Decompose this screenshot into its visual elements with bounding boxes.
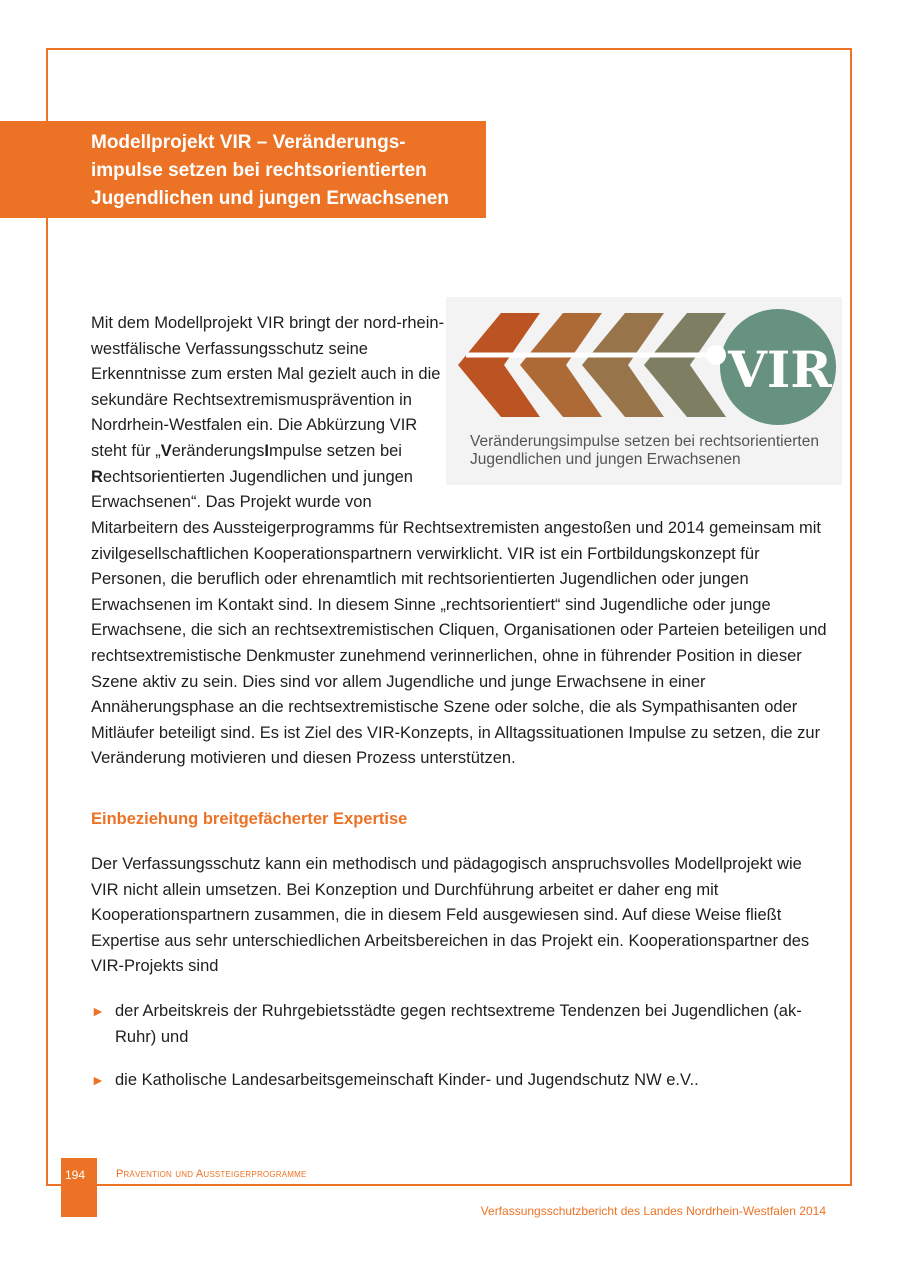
acronym-r: R	[91, 467, 103, 486]
intro-text: Mit dem Modellprojekt VIR bringt der nord-rhein-westfälische Verfassungsschutz seine Erkenntnisse zum ersten Mal gezielt auch in die sekundäre Rechtsextremismusprävention in Nordrhein-Westfalen ein. Die Abkürzung VIR steht für „	[91, 314, 445, 460]
list-item-text: der Arbeitskreis der Ruhrgebietsstädte gegen rechtsextreme Tendenzen bei Jugendlichen (ak-Ruhr) und	[115, 1002, 802, 1046]
report-title-footer: Verfassungsschutzbericht des Landes Nordrhein-Westfalen 2014	[480, 1204, 826, 1218]
page-number: 194	[65, 1168, 86, 1182]
list-item-text: die Katholische Landesarbeitsgemeinschaft Kinder- und Jugendschutz NW e.V..	[115, 1071, 699, 1089]
intro-continuation-text: Mitarbeitern des Aussteigerprogramms für Rechtsextremisten angestoßen und 2014 gemeinsam mit zivilgesellschaftlichen Kooperationspartnern verwirklicht. VIR ist ein Fortbildungskonzept für Personen, die beruflich oder ehrenamtlich mit rechtsorientierten Jugendlichen oder jungen Erwachsenen im Kontakt sind. In diesem Sinne „rechtsorientiert“ sind Jugendliche oder junge Erwachsene, die sich an rechtsextremistischen Cliquen, Organisationen oder Parteien beteiligen und rechtsextremistische Denkmuster zunehmend verinnerlichen, ohne in führender Position in dieser Szene aktiv zu sein. Dies sind vor allem Jugendliche und junge Erwachsene in einer Annäherungsphase an die rechtsextremistische Szene oder solche, die als Sympathisanten oder Mitläufer beteiligt sind. Es ist Ziel des VIR-Konzepts, in Alltagssituationen Impulse zu setzen, die zur Veränderung motivieren und diesen Prozess unterstützen.	[91, 519, 827, 768]
running-section-label: Prävention und Aussteigerprogramme	[116, 1168, 307, 1180]
section-heading: Einbeziehung breitgefächerter Expertise	[91, 810, 408, 828]
logo-arrow-shapes	[458, 313, 726, 417]
list-item	[91, 1068, 831, 1094]
partner-list	[91, 999, 831, 1094]
acronym-v: V	[160, 441, 172, 460]
acronym-i-rest: mpulse setzen bei	[268, 441, 402, 460]
logo-text: VIR	[728, 340, 832, 399]
bullet-arrow-icon: ►	[91, 1003, 105, 1019]
vir-logo	[446, 297, 842, 485]
acronym-r-rest: echtsorientierten Jugendlichen und jungen Erwachsenen“. Das Projekt wurde von	[91, 467, 413, 512]
list-item	[91, 999, 831, 1046]
section-paragraph	[91, 852, 831, 980]
page-title: Modellprojekt VIR – Veränderungs-impulse setzen bei rechtsorientierten Jugendlichen und jungen Erwachsenen	[91, 132, 449, 209]
logo-arrow-4	[644, 313, 726, 417]
logo-dot	[706, 345, 726, 365]
acronym-v-rest: eränderungs	[171, 441, 265, 460]
page-number-box	[61, 1158, 97, 1217]
logo-caption: Veränderungsimpulse setzen bei rechtsorientierten Jugendlichen und jungen Erwachsenen	[470, 433, 819, 468]
intro-continuation	[91, 516, 831, 772]
section-paragraph-text: Der Verfassungsschutz kann ein methodisch und pädagogisch anspruchsvolles Modellprojekt wie VIR nicht allein umsetzen. Bei Konzeption und Durchführung arbeitet er daher eng mit Kooperationspartnern zusammen, die in diesem Feld ausgewiesen sind. Auf diese Weise fließt Expertise aus sehr unterschiedlichen Arbeitsbereichen in das Projekt ein. Kooperationspartner des VIR-Projekts sind	[91, 855, 810, 976]
title-banner	[0, 121, 486, 218]
intro-paragraph	[91, 311, 446, 516]
acronym-i: I	[264, 441, 269, 460]
bullet-arrow-icon: ►	[91, 1072, 105, 1088]
